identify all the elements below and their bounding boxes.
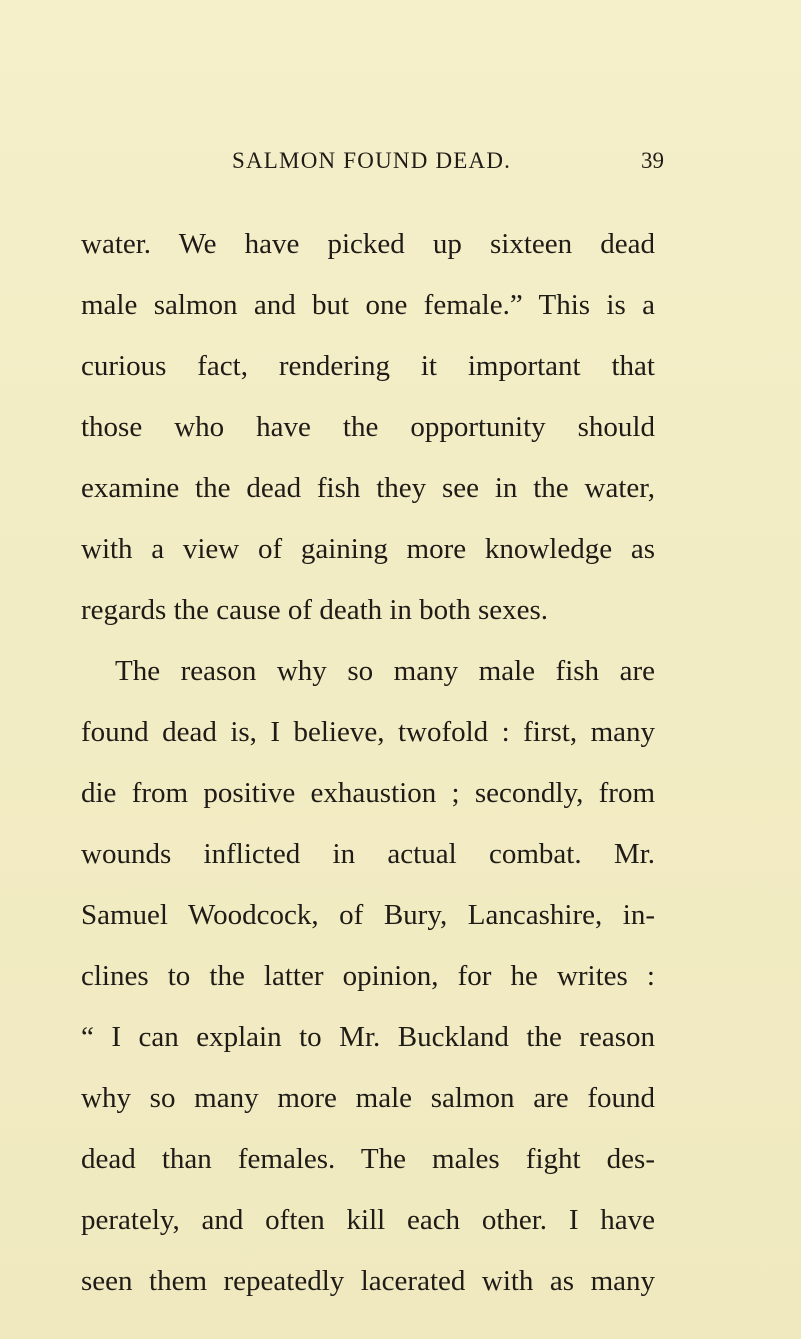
text-line: wounds inflicted in actual combat. Mr. bbox=[81, 838, 655, 870]
text-line: dead than females. The males fight des- bbox=[81, 1143, 655, 1175]
text-line: curious fact, rendering it important that bbox=[81, 350, 655, 382]
text-line: those who have the opportunity should bbox=[81, 411, 655, 443]
text-line: seen them repeatedly lacerated with as many bbox=[81, 1265, 655, 1297]
text-line: perately, and often kill each other. I have bbox=[81, 1204, 655, 1236]
text-line: why so many more male salmon are found bbox=[81, 1082, 655, 1114]
body-text bbox=[81, 214, 655, 1312]
running-head bbox=[232, 148, 664, 180]
text-line: with a view of gaining more knowledge as bbox=[81, 533, 655, 565]
text-line: Samuel Woodcock, of Bury, Lancashire, in- bbox=[81, 899, 655, 931]
text-line: regards the cause of death in both sexes. bbox=[81, 594, 549, 626]
running-title: SALMON FOUND DEAD. bbox=[232, 148, 512, 173]
page-number: 39 bbox=[641, 148, 664, 173]
text-line: The reason why so many male fish are bbox=[115, 655, 655, 687]
text-line: clines to the latter opinion, for he writes : bbox=[81, 960, 655, 992]
text-line: water. We have picked up sixteen dead bbox=[81, 228, 655, 260]
text-line: die from positive exhaustion ; secondly, from bbox=[81, 777, 655, 809]
text-line: found dead is, I believe, twofold : first, many bbox=[81, 716, 655, 748]
text-line: male salmon and but one female.” This is a bbox=[81, 289, 655, 321]
text-line: “ I can explain to Mr. Buckland the reason bbox=[81, 1021, 655, 1053]
text-line: examine the dead fish they see in the water, bbox=[81, 472, 655, 504]
